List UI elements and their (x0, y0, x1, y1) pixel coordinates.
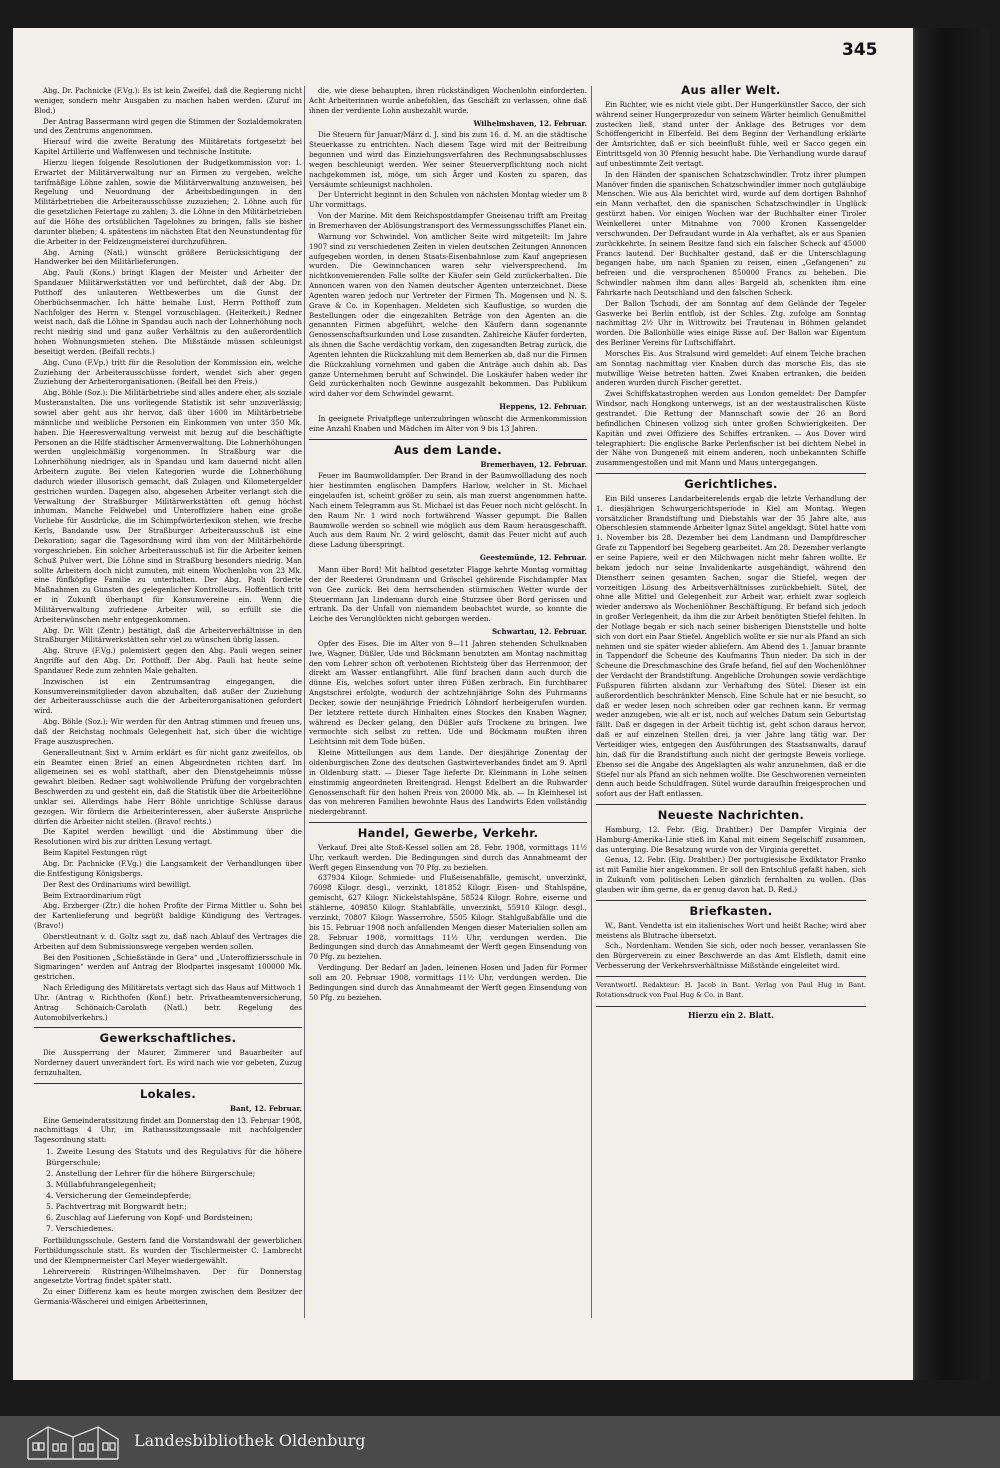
paragraph: Zu einer Differenz kam es heute morgen zwischen dem Besitzer der Germania-Wäscherei und einigen Arbeiterinnen, (34, 1287, 302, 1307)
section-divider (596, 976, 866, 977)
welt-text (596, 100, 866, 468)
column-rule (304, 86, 305, 1318)
schwartau-text (309, 639, 587, 817)
paragraph: W., Bant. Vendetta ist ein italienisches Wort und heißt Rache; wird aber meistens als Blutrache übersetzt. (596, 920, 866, 940)
imprint: Verantwortl. Redakteur: H. Jacob in Bant. Verlag von Paul Hug in Bant. Rotationsdruck von Paul Hug & Co. in Bant. (596, 980, 866, 999)
agenda-item: 7. Verschiedenes. (46, 1224, 114, 1234)
dateline-heppens: Heppens, 12. Februar. (499, 402, 587, 412)
column-3 (596, 83, 867, 1020)
paragraph: Sch., Nordenham. Wenden Sie sich, oder noch besser, veranlassen Sie den Bürgerverein zu einer Beschwerde an das Amt Elsfleth, damit eine Verbesserung der Verkehrsverhältnisse Mißstände eingeleitet wird. (596, 941, 866, 971)
section-heading-briefkasten: Briefkasten. (689, 903, 773, 918)
paragraph: Generalleutnant Sixt v. Arnim erklärt es für nicht ganz zweifellos, ob ein Beamter einen Brief an einen Abgeordneten richten darf. Im allgemeinen sei es wohl statthaft, aber den Dienstgeheimnis müsse gewahrt bleiben. Redner sagt wohlwollende Prüfung der vorgebrachten Beschwerden zu und gesteht ein, daß die Statistik über die Arbeiterlöhne unklar sei. Allerdings habe Herr Böhle unrichtige Schlüsse daraus gezogen. Wir fördern die Arbeiterinteressen, aber äußerste Ansprüche dürfen die Arbeiter nicht stellen. (Bravo! rechts.) (34, 747, 302, 826)
paragraph: Fortbildungsschule. Gestern fand die Vorstandswahl der gewerblichen Fortbildungsschule statt. Es wurden der Tischlermeister C. Lambrecht und der Klempnermeister Carl Meyer wiedergewählt. (34, 1236, 302, 1265)
dateline-wilhelmshaven: Wilhelmshaven, 12. Februar. (473, 118, 587, 128)
lokales-text (34, 1236, 302, 1307)
paragraph: Hamburg, 12. Febr. (Eig. Drahtber.) Der Dampfer Virginia der Hamburg-Amerika-Linie stieß im Kanal mit einem Segelschiff zusammen, das unterging. Die Besatzung wurde von der Virginia gerettet. (596, 824, 866, 854)
wilhelmshaven-text (309, 130, 587, 399)
paragraph: Opfer des Eises. Die im Alter von 9—11 Jahren stehenden Schulknaben Iwe, Wagner, Düßler, Ude und Böckmann benutzten am Montag nachmittag den vom Lehrer schon oft verbotenen Richtsteig über das Herrenmoor, der direkt am Wasser entlangführt. Alle fünf brachen dann auch durch die dünne Eis, welches sofort unter ihren Füßen zerbrach. Ein furchtbarer Angstschrei erfolgte, wodurch der achtzehnjährige Sohn des Fuhrmanns Decker, sowie der neunjährige Friedrich Löhndorf herbeigerufen wurden. Der letztere rettete durch Hinhalten eines Stockes den Knaben Wagner, während es Decker gelang, den Düßler aufs Trockene zu bringen. Iwe vermochte sich selbst zu retten. Ude und Böckmann mußten ihren Leichtsinn mit dem Tode büßen. (309, 638, 587, 747)
section-heading-gewerkschaftliches: Gewerkschaftliches. (99, 1031, 237, 1046)
heppens-text (309, 414, 587, 434)
paragraph: Der Rest des Ordinariums wird bewilligt. (43, 879, 192, 889)
geestemuende-text (309, 565, 587, 624)
paragraph: Abg. Pauli (Kons.) bringt Klagen der Meister und Arbeiter der Spandauer Militärwerkstätten vor und befürchtet, daß der Abg. Dr. Potthoff des unlauteren Wettbewerbes um die Gunst der Oberbüchsenmacher. Ich hätte beinahe Lust, Herrn Potthoff zum Nachfolger des Herrn v. Stengel vorzuschlagen. (Heiterkeit.) Redner weist nach, daß die Löhne in Spandau auch nach der Lohnerhöhung noch recht niedrig sind und ganz außer Verhältnis zu den außerordentlich hohen Wohnungsmieten stehen. Die Mißstände müssen schleunigst beseitigt werden. (Beifall rechts.) (34, 268, 302, 356)
section-divider (309, 439, 587, 440)
nachrichten-text (596, 825, 866, 895)
section-heading-aus-dem-lande: Aus dem Lande. (394, 442, 502, 457)
paragraph: Abg. Dr. Wilt (Zentr.) bestätigt, daß die Arbeiterverhältnisse in den Straßburger Militärwerkstätten sehr viel zu wünschen übrig lassen. (34, 625, 302, 645)
handel-text (309, 843, 587, 1003)
section-divider (596, 900, 866, 901)
paragraph: Die Kapitel werden bewilligt und die Abstimmung über die Resolutionen wird bis zur dritten Lesung vertagt. (34, 827, 302, 847)
paragraph: 637934 Kilogr. Schmiede- und Flußeisenabfälle, gemischt, unverzinkt, 76098 Kilogr. desgl., verzinkt, 181852 Kilogr. Eisen- und Stahlspäne, gemischt, 627 Kilogr. Nickelstahlspäne, 58524 Kilogr. Rohre, eiserne und stählerne, 409850 Kilogr. Stahlabfälle, unverzinkt, 55910 Kilogr. desgl., verzinkt, 70807 Kilogr. Wasserrohre, 5505 Kilogr. Stahlgußabfälle und die bis 15. Februar 1908 noch anfallenden Mengen dieser Materialien sollen am 28. Februar 1908, vormittags 11½ Uhr, verdungen werden. Die Bedingungen sind durch das Annahmeamt der Werft gegen Einsendung von 70 Pfg. zu beziehen. (309, 873, 587, 962)
paragraph: Eine Gemeinderatssitzung findet am Donnerstag den 13. Februar 1908, nachmittags 4 Uhr, im Rathaussitzungssaale mit nachfolgender Tagesordnung statt: (34, 1115, 302, 1145)
paragraph: In den Händen der spanischen Schatzschwindler. Trotz ihrer plumpen Manöver finden die spanischen Schatzschwindler immer noch gutgläubige Menschen. Wie aus Ala berichtet wird, wurde auf dem dortigen Bahnhof ein Mann verhaftet, den die spanischen Schatzschwindler in Unglück gestürzt haben. Vor einigen Wochen war der Buchhalter einer Tiroler Weinkellerei unter Mitnahme von 7000 Kronen Kassengelder verschwunden. Der Defraudant wurde in Ala verhaftet, als er aus Spanien zurückkehrte. In seinem Besitze fand sich ein falscher Scheck auf 45000 Francs lautend. Der Buchhalter gestand, daß er die Unterschlagung begangen habe, um nach Spanien zu reisen, einen „Gefangenen“ zu befreien und die versprochenen 850000 Francs zu beheben. Die Schwindler nahmen ihm dann alles Bargeld ab, schenkten ihm eine Fahrkarte nach Deutschland und den falschen Scheck. (596, 169, 866, 297)
agenda-item: 5. Pachtvertrag mit Borgwardt betr.; (46, 1202, 187, 1212)
paragraph: Nach Erledigung des Militäretats vertagt sich das Haus auf Mittwoch 1 Uhr. (Antrag v. Richthofen (Konf.) betr. Privatbeamtenversicherung, Antrag Schönaich-Carolath (Natl.) betr. Regelung des Automobilverkehrs.) (34, 983, 302, 1022)
paragraph: Ein Bild unseres Landarbeiterelends ergab die letzte Verhandlung der 1. diesjährigen Schwurgerichtsperiode in Kiel am Montag. Wegen vorsätzlicher Brandstiftung und Diebstahls war der 35 Jahre alte, aus Oberschlesien stammende Arbeiter Ignaz Sütel angeklagt. Sütel hatte vom 1. November bis 28. Dezember bei dem Landmann und Dampfdrescher Grafe zu Tappendorf bei Segeberg gearbeitet. Am 28. Dezember verlangte er seine Papiere, weil er den Milchwagen nicht mehr fahren wollte. Er bekam jedoch nur seine Invalidenkarte ausgehändigt, während den Dienstherr seinen gesamten Sachen, sogar die Stiefel, wegen der vorzeitigen Lösung des Arbeitsverhältnisses zurückbehielt. Sütel, der ohne alle Mittel und Gelegenheit zur Arbeit war, erhielt zwar sogleich wieder anderswo als Wochenlöhner Beschäftigung. Er befand sich jedoch in großer Verlegenheit, da ihm die zur Arbeit benötigten Stiefel fehlten. In der Notlage begab er sich nach seiner bisherigen Dienststelle und holte sich von dort ein Paar Stiefel. Angeblich wollte er sie nur als Pfand an sich nehmen und sie später wieder abliefern. Am Abend des 1. Januar brannte in Tappendorf die Scheune des Kaufmanns Thun nieder. Da sich in der Scheune die Dreschmaschine des Grafe befand, fiel auf den Wochenlöhner der Verdacht der Brandstiftung. Angebliche Drohungen sowie verdächtige Fußspuren führten alsdann zur Verhaftung des Sütel. Dieser ist ein außerordentlich beschränkter Mensch. Eine Schule hat er nie besucht, so daß er weder lesen noch schreiben oder gar rechnen kann. Er vermag weder anzugeben, wie alt er ist, noch auf welches Datum sein Geburtstag fällt. Daß er dagegen in der Arbeit tüchtig ist, geht schon daraus hervor, daß er auf einzelnen Stellen drei, ja vier Jahre lang tätig war. Der Verteidiger wies, entgegen den Ausführungen des Staatsanwalts, darauf hin, daß für die Brandstiftung auch nicht der geringste Beweis vorliege. Ebenso sei die Angabe des Angeklagten als wahr anzunehmen, daß er die Stiefel nur als Pfand an sich nehmen wollte. Die Geschworenen verneinten denn auch beide Schuldfragen. Sütel wurde daraufhin freigesprochen und sofort aus der Haft entlassen. (596, 493, 867, 799)
section-heading-gerichtliches: Gerichtliches. (684, 477, 778, 492)
book-edge (913, 28, 988, 1380)
reichstag-report (34, 86, 302, 1022)
paragraph: Beim Kapitel Festungen rügt (43, 848, 147, 858)
paragraph: Der Unterricht beginnt in den Schulen von nächsten Montag wieder um 8 Uhr vormittags. (309, 190, 587, 210)
library-name: Landesbibliothek Oldenburg (134, 1431, 366, 1450)
paragraph: In geeignete Privatpflege unterzubringen wünscht die Armenkommission eine Anzahl Knaben und Mädchen im Alter von 9 bis 13 Jahren. (309, 414, 587, 433)
section-heading-aus-aller-welt: Aus aller Welt. (681, 83, 781, 97)
paragraph: Abg. Dr. Pachnicke (F.Vg.): Es ist kein Zweifel, daß die Regierung nicht weniger, sondern mehr Ausgaben zu machen haben werden. (Zuruf im Blod.) (34, 86, 302, 115)
paragraph: Oberstleutnant v. d. Goltz sagt zu, daß nach Ablauf des Vertrages die Arbeiten auf dem Submissionswege vergeben werden sollen. (34, 931, 302, 951)
paragraph: Abg. Böhle (Soz.): Die Militärbetriebe sind alles andere eher, als soziale Musteranstalten. Die uns vorliegende Statistik ist sehr unzuverlässig; sowiel aber geht aus ihr hervor, daß über 1600 im Militärbetriebe männliche und weibliche Personen ein Einkommen von unter 350 Mk. haben. Die Heeresverwaltung verweist mit bezug auf die beschäftigte Personen an die Hilfe städtischer Armenverwaltung. Die Lohnerhöhungen werden ungleichmäßig vorgenommen. In Straßburg war die Lohnerhöhung niedriger, als in Spandau und kam dauernd nicht allen Arbeitern zugute. Bei vielen Kategorien wurde die Lohnerhöhung dadurch wieder illusorisch gemacht, daß Zulagen und Kilometergelder gestrichen wurden. Dagegen also, abgesehen Arbeiter verlangt sich die Verwaltung der Straßburger Militärwerkstätten oft genug höchst inhuman. Manche Feldwebel und Unteroffiziere haben eine große Vorliebe für Ausdrücke, die im Schimpfwörterlexikon stehen, wie freche Kerls, Bandande usw. Der Straßburger Arbeiterausschuß ist eine Dekoration; sagar die Tagesordnung wird ihm von der Militärbehörde vorgeschrieben. Ein solcher Arbeiterausschuß ist für die Arbeiter keinen Schuß Pulver wert. Die Löhne sind in Straßburg besonders niedrig. Man sollte Arbeitern doch nicht zumuten, mit einem Wochenlohn von 23 Mk. eine fünfköpfige Familie zu unterhalten. Der Abg. Pauli forderte Maßnahmen zu Gunsten des gelegenlicher Kontrolleurs. Hoffentlich tritt er in Zukunft überhaupt für Konsumvereine ein. Wenn die Militärverwaltung zufriedene Arbeiter will, so erfüllt sie die Arbeiterwünschen mehr entgegenkommen. (34, 388, 302, 624)
paragraph: Die Steuern für Januar/März d. J. sind bis zum 16. d. M. an die städtische Steuerkasse zu entrichten. Nach diesem Tage wird mit der Beitreibung begonnen und wird das Einziehungsverfahren des Rechnungsabschlusses wegen beschleunigt werden. Wer seiner Steuerverpflichtung noch nicht nachgekommen ist, möge, um sich Ärger und Kosten zu sparen, das Versäumte schleunigst nachholen. (309, 130, 587, 189)
paragraph: Abg. Cuno (F.Vp.) tritt für die Resolution der Kommission ein, welche Zuziehung der Arbeiterausschüsse fordert, wendet sich aber gegen Zuziehung der Arbeiterorganisationen. (Beifall bei den Freis.) (34, 357, 302, 387)
bremerhaven-text (309, 471, 587, 550)
section-heading-neueste-nachrichten: Neueste Nachrichten. (657, 808, 805, 823)
paragraph: Genua, 12. Febr. (Eig. Drahtber.) Der portugiesische Exdiktator Franko ist mit Familie hier angekommen. Er soll den Entschluß gefaßt haben, sich in Zukunft vom politischen Leben gänzlich fernhalten zu wollen. (Das glauben wir ihm gerne, da er genug davon hat. D. Red.) (596, 855, 866, 894)
paragraph: Abg. Erzberger (Ztr.) die hohen Profite der Firma Mittler u. Sohn bei der Kartenlieferung und begrüßt baldige Kündigung des Vertrages. (Bravo!) (34, 901, 302, 931)
column-1 (34, 86, 302, 1308)
supplement-note: Hierzu ein 2. Blatt. (687, 1009, 775, 1020)
paragraph: Abg. Böhle (Soz.): Wir werden für den Antrag stimmen und freuen uns, daß der Reichstag nochmals Gelegenheit hat, sich über die wichtige Frage auszusprechen. (34, 717, 302, 746)
library-building-icon (24, 1421, 122, 1461)
paragraph: Lehrerverein Rüstringen-Wilhelmshaven. Der für Donnerstag angesetzte Vortrag findet später statt. (34, 1266, 302, 1286)
paragraph: Warnung vor Schwindel. Von amtlicher Seite wird mitgeteilt: Im Jahre 1907 sind zu verschiedenen Zeiten in vielen deutschen Zeitungen Annoncen aufgegeben worden, in denen Staats-Eisenbahnlose zum Kauf angepriesen wurden. Die Gewinnchancen waren sehr vielversprechend. Im nichtkonvenierenden Falle sollte der Käufer sein Geld zurückerhalten. Die Annoncen waren von den Namen deutscher Agenten unterzeichnet. Diese Agenten waren jedoch nur Vertreter der Firmen Th. Mogensen und N. S. Grave & Co. in Kopenhagen. Meldeten sich Kauflustige, so wurden die Bestellungen oder die eingezahlten Beträge von den Agenten an die genannten Firmen abgeführt, welche den Käufern dann sogenannte Genossenschaftsurkunden und Lose zusandten. Zahlreiche Käufer forderten, als ihnen die Sache verdächtig vorkam, den zugesandten Betrag zurück, die Agenten lehnten die Rückzahlung mit dem Bemerken ab, daß nur die Firmen die Rückzahlung vornehmen und gaben die Anträge auch dahin ab. Das ganze Unternehmen beruht auf Schwindel. Die Loskäufer haben weder ihr Geld zurückerhalten noch Gewinne ausgezahlt bekommen. Das Publikum wird daher vor dem Schwindel gewarnt. (309, 231, 587, 399)
section-divider (596, 1006, 866, 1007)
dateline-bremerhaven: Bremerhaven, 12. Februar. (480, 459, 587, 469)
paragraph: Feuer im Baumwolldampfer. Der Brand in der Baumwollladung des noch hier bestimmten englischen Dampfers Harlow, welcher in St. Michael eingelaufen ist, scheint größer zu sein, als man zuerst angenommen hatte. Nach einem Telegramm aus St. Michael ist das Feuer noch nicht gelöscht. In den Raum Nr. 1 wird noch fortwährend Wasser gepumpt. Die Ballen Baumwolle werden so schnell wie möglich aus dem Raum herausgeschafft. Auch aus dem Raum Nr. 2 wird gelöscht, damit das Feuer nicht auf auch diese Ladung überspringt. (309, 471, 587, 550)
briefkasten-text (596, 921, 866, 971)
agenda-item: 2. Anstellung der Lehrer für die höhere Bürgerschule; (46, 1169, 256, 1179)
column-rule (591, 86, 592, 1318)
continued-text (309, 86, 587, 116)
paragraph: Abg. Dr. Pachnicke (F.Vg.) die Langsamkeit der Verhandlungen über die Entfestigung Königsbergs. (34, 858, 302, 878)
section-divider (596, 473, 866, 474)
gericht-text (596, 494, 866, 799)
paragraph: Kleine Mitteilungen aus dem Lande. Der diesjährige Zonentag der oldenburgischen Zone des deutschen Gastwirteverbandes findet am 9. April in Oldenburg statt. — Dieser Tage lieferte Dr. Kleinmann in Lohe seinen einstimmig angeordneten Breitengrad. Hengst Edelbert an die Ruhwarder Genossenschaft für den hohen Preis von 20000 Mk. ab. — In Kleinhesel ist das von mehreren Familien bewohnte Haus des Landwirts Eden vollständig niedergebrannt. (309, 748, 587, 817)
paragraph: Von der Marine. Mit dem Reichspostdampfer Gneisenau trifft am Freitag in Bremerhaven der Ablösungstransport des Vermessungsschiffes Planet ein. (309, 211, 587, 230)
dateline-schwartau: Schwartau, 12. Februar. (492, 627, 587, 637)
paragraph: Hierzu liegen folgende Resolutionen der Budgetkommission vor: 1. Erwartet der Militärverwaltung nur an Firmen zu vergeben, welche tarifmäßige Löhne zahlen, sowie die Militärverwaltung anzuweisen, bei Regelung und Neuordnung der Arbeitsbedingungen in den Militärbetrieben die Arbeiterausschüsse zuzuziehen; 2. Löhne auch für die gesetzlichen Feiertage zu zahlen; 3. die Löhne in den Militärbetrieben auf die Höhe des ortsüblichen Tagelohnes zu bringen, falls sie bisher darunter blieben; 4. spätestens im nächsten Etat den Neunstundentag für die Arbeiter in der Feldzeugmeisterei durchzuführen. (34, 157, 302, 246)
dateline-bant: Bant, 12. Februar. (230, 1103, 302, 1113)
paragraph: Mann über Bord! Mit halbtod gesetzter Flagge kehrte Montag vormittag der der Reederei Grundmann und Gröschel gehörende Fischdampfer Max von Gee zurück. Bei dem herrschenden stürmischen Wetter wurde der Steuermann Jan Lindemann durch eine Sturzsee über Bord gerissen und ertrank. Da der Unfall von niemandem beobachtet wurde, so konnte die Leiche des Verunglückten nicht geborgen werden. (309, 564, 587, 624)
section-heading-handel: Handel, Gewerbe, Verkehr. (357, 826, 539, 841)
paragraph: Verdingung. Der Bedarf an Jaden, leinenen Hosen und Jaden für Former soll am 20. Februar 1908, vormittags 11½ Uhr, verdungen werden. Die Bedingungen sind durch das Annahmeamt der Werft gegen Einsendung von 50 Pfg. zu beziehen. (309, 963, 587, 1002)
agenda-item: 6. Zuschlag auf Lieferung von Kopf- und Bordsteinen; (46, 1213, 253, 1223)
dateline-geestemuende: Geestemünde, 12. Februar. (479, 553, 587, 563)
gewerkschaft-text (34, 1048, 302, 1078)
agenda-item: 4. Versicherung der Gemeindepferde; (46, 1191, 192, 1201)
agenda-list (34, 1146, 302, 1234)
gemeinderat-intro (34, 1116, 302, 1146)
paragraph: Beim Extraordinarium rügt (43, 890, 142, 900)
paragraph: Abg. Struve (F.Vg.) polemisiert gegen den Abg. Pauli wegen seiner Angriffe auf den Abg. Dr. Potthoff. Der Abg. Pauli hat heute seine Spandauer Rede zum zehnten Male gehalten. (34, 646, 302, 675)
section-divider (34, 1027, 302, 1028)
paragraph: Bei den Positionen „Schießstände in Gera“ und „Unteroffiziersschule in Sigmaringen“ werden auf Antrag der Blodpartei insgesamt 100000 Mk. gestrichen. (34, 952, 302, 982)
paragraph: Die Aussperrung der Maurer, Zimmerer und Bauarbeiter auf Norderney dauert unverändert fort. Es wird nach wie vor gebeten, Zuzug fernzuhalten. (34, 1048, 302, 1077)
paragraph: Hierauf wird die zweite Beratung des Militäretats fortgesetzt bei Kapitel Artillerie und Waffenwesen und technische Institute. (34, 137, 302, 157)
section-divider (34, 1083, 302, 1084)
page-number: 345 (842, 40, 878, 60)
section-divider (596, 804, 866, 805)
paragraph: Inzwischen ist ein Zentrumsantrag eingegangen, die Konsumvereinsmitglieder davon abzuhalten, daß außer der Zuziehung der Arbeiterausschüsse auch die der Arbeiterorganisationen gefordert wird. (34, 676, 302, 716)
paragraph: die, wie diese behaupten, ihren rückständigen Wochenlohn einforderten. Acht Arbeiterinnen wurde anbefohlen, das Geschäft zu verlassen, ohne daß ihnen der verdiente Lohn ausbezahlt wurde. (309, 86, 587, 115)
section-heading-lokales: Lokales. (140, 1086, 196, 1101)
paragraph: Ein Richter, wie es nicht viele gibt. Der Hungerkünstler Sacco, der sich während seiner Hungerprozedur von seinem Wärter heimlich Genußmittel zustecken ließ, stand unter der Anklage des Betruges vor dem Schöffengericht in Elberfeld. Bei dem Beginn der Verhandlung erklärte der Amtsrichter, daß er sich beeinflußt fühle, weil er Sacco gegen ein Eintrittsgeld von 30 Pfennig besucht habe. Die Verhandlung wurde darauf auf unbestimmte Zeit vertagt. (596, 99, 866, 168)
paragraph: Der Ballon Tschudi, der am Sonntag auf dem Gelände der Tegeler Gaswerke bei Berlin entflob, ist der Schles. Ztg. zufolge am Sonntag nachmittag 2½ Uhr in Wittrowitz bei Trautenau in Böhmen gelandet worden. Die Ballonhülle wies einige Risse auf. Der Ballon war Eigentum des Berliner Vereins für Luftschiffahrt. (596, 298, 866, 348)
paragraph: Verkauf. Drei alte Stoß-Kessel sollen am 28. Febr. 1908, vormittags 11½ Uhr, verkauft werden. Die Bedingungen sind durch das Annahmeamt der Werft gegen Einsendung von 70 Pfg. zu beziehen. (309, 842, 587, 872)
section-divider (309, 822, 587, 823)
column-2 (309, 86, 587, 1003)
paragraph: Der Antrag Bassermann wird gegen die Stimmen der Sozialdemokraten und des Zentrums angenommen. (34, 116, 302, 136)
paragraph: Abg. Arning (Natl.) wünscht größere Berücksichtigung der Handwerker bei den Militärlieferungen. (34, 247, 302, 267)
paragraph: Zwei Schiffskatastrophen werden aus London gemeldet: Der Dampfer Windsor, nach Hongkong unterwegs, ist an der westaustralischen Küste gestrandet. Die Rettung der Mannschaft sowie der 26 an Bord befindlichen Chinesen vollzog sich unter großen Schwierigkeiten. Der Kapitän und zwei Offiziere des Schiffes ertranken. — Aus Dover wird telegraphiert: Die englische Barke Perlenfischer ist bei dichtem Nebel in der Nähe von Dungeneß mit einem anderen, noch unbekannten Schiffe zusammengestoßen und mit Mann und Maus untergegangen. (596, 389, 866, 468)
paragraph: Morsches Eis. Aus Stralsund wird gemeldet: Auf einem Teiche brachen am Sonntag nachmittag vier Knaben durch das morsche Eis, das sie mutwillige Weise betreten hatten. Zwei Knaben ertranken, die beiden anderen wurden durch Fischer gerettet. (596, 348, 866, 388)
agenda-item: 3. Müllabfuhrangelegenheit; (46, 1180, 157, 1190)
agenda-item: 1. Zweite Lesung des Statuts und des Regulativs für die höhere Bürgerschule; (46, 1147, 302, 1168)
